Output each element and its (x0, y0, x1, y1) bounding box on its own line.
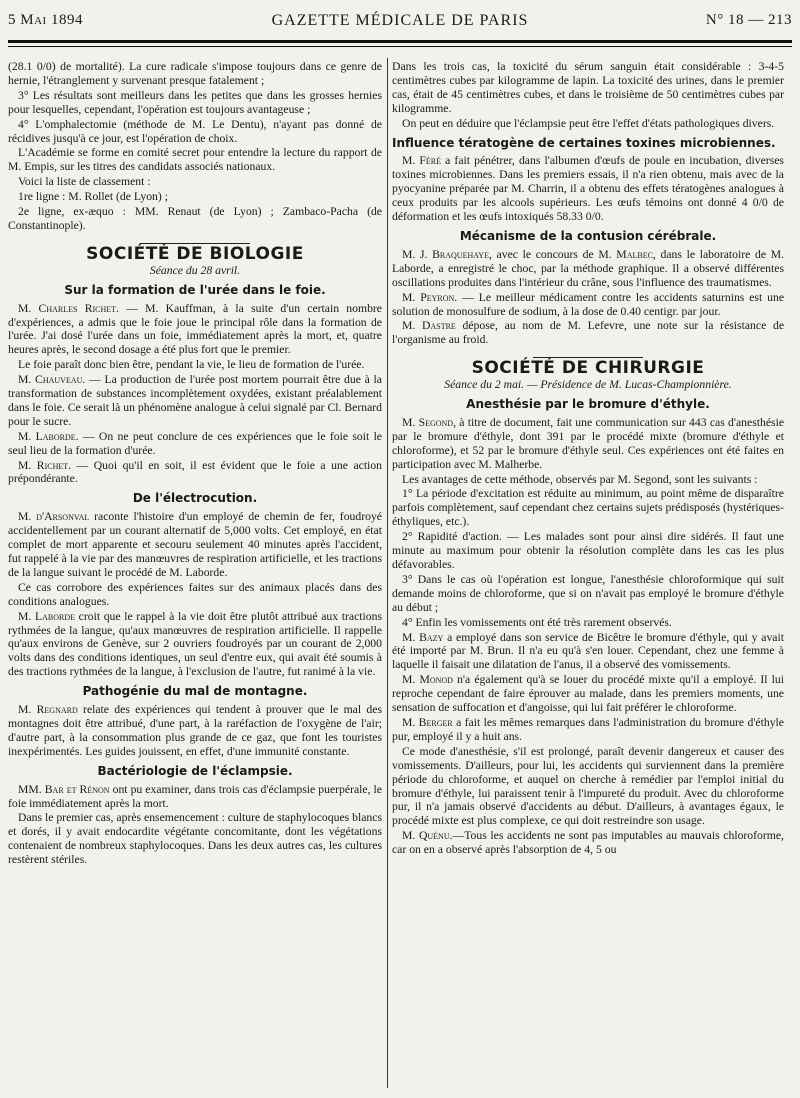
paragraph-text: n'a également qu'à se louer du procédé mixte qu'il a employé. Il lui reproche cependant de faire éprouver au malade, dans les premiers moments, une sensation de suffocation et d'angoisse, qui lui fait préférer le chloroforme. (392, 673, 784, 715)
paragraph: 4° Enfin les vomissements ont été très rarement observés. (402, 615, 672, 629)
speaker-name: M. Quénu. (402, 829, 453, 843)
article-title-contusion: Mécanisme de la contusion cérébrale. (459, 228, 717, 243)
speaker-name: M. Monod (402, 673, 453, 687)
paragraph (8, 783, 382, 811)
paragraph: Voici la liste de classement : (18, 175, 151, 189)
column-divider (387, 58, 388, 1088)
paragraph (8, 703, 382, 759)
paragraph: 4° L'omphalectomie (méthode de M. Le Dentu), n'ayant pas donné de récidives jusqu'à ce jour, est l'opération de choix. (8, 117, 382, 145)
right-column (392, 60, 784, 1094)
paragraph-text: — M. Kauffman, à la suite d'un certain nombre d'expériences, a admis que le foie joue le principal rôle dans la formation de l'urée. J'ai dosé l'urée dans un foie, immédiatement après la mort, et, quatre heures après, le second dosage a été plus fort que le premier. (8, 301, 382, 357)
paragraph: 1re ligne : M. Rollet (de Lyon) ; (18, 190, 168, 204)
paragraph-text: a fait les mêmes remarques dans l'administration du bromure d'éthyle pur, employé il y a huit ans. (392, 715, 784, 743)
paragraph-text: ont pu examiner, dans trois cas d'éclampsie puerpérale, le foie immédiatement après la mort. (8, 782, 382, 810)
paragraph: 1° La période d'excitation est réduite au minimum, au point même de disparaître parfois complètement, sauf cependant chez certains sujets prédisposés (hystériques-éthyliques, etc.). (392, 487, 784, 529)
paragraph: Les avantages de cette méthode, observés par M. Segond, sont les suivants : (402, 472, 758, 486)
speaker-name: M. Malbec, (598, 247, 656, 261)
paragraph: Ce cas corrobore des expériences faites sur des animaux placés dans des conditions analogues. (8, 580, 382, 608)
paragraph-text: dans le laboratoire de M. Laborde, a enregistré le choc, par la méthode graphique. Il a observé différentes oscillations produites dans l'intérieur du crâne, sous l'influence des traumatismes. (392, 247, 784, 289)
paragraph (392, 416, 784, 472)
speaker-name: M. Dastre (402, 319, 456, 333)
speaker-name: M. Segond, (402, 415, 457, 429)
seance-date: Séance du 2 mai. — Présidence de M. Lucas-Championnière. (444, 378, 732, 392)
paragraph (392, 673, 784, 715)
left-column (8, 60, 382, 1094)
article-title-eclampsie: Bactériologie de l'éclampsie. (97, 763, 293, 778)
speaker-name: M. Peyron. (402, 290, 458, 304)
article-title-teratogene: Influence tératogène de certaines toxines microbiennes. (392, 135, 776, 150)
section-title-chirurgie: SOCIÉTÉ DE CHIRURGIE (471, 358, 705, 379)
paragraph-text: —Tous les accidents ne sont pas imputables au mauvais chloroforme, car on en a observé après l'absorption de 4, 5 ou (392, 829, 784, 857)
paragraph: (28.1 0/0) de mortalité). La cure radicale s'impose toujours dans ce genre de hernie, l'étranglement y survenant presque fatalement ; (8, 60, 382, 87)
paragraph-text: dépose, au nom de M. Lefevre, une note sur la résistance de l'organisme au froid. (392, 319, 784, 347)
speaker-name: M. Charles Richet. (18, 301, 119, 315)
paragraph-text: a employé dans son service de Bicêtre le bromure d'éthyle, qui y avait été importé par M. Brun. Il n'a eu qu'à s'en louer. Cependant, chez une femme à laquelle il faisait une dilatation de l'anus, il a observé des vomissements. (392, 630, 784, 672)
paragraph-text: — Le meilleur médicament contre les accidents saturnins est une solution de monosulfure de sodium, à la dose de 0.40 centigr. par jour. (392, 290, 784, 318)
paragraph-text: relate des expériences qui tendent à prouver que le mal des montagnes doit être attribué, d'une part, à la raréfaction de l'oxygène de l'air; d'autre part, à la consommation plus grande de ce gaz, que font les touristes inexpérimentés. Les guides jouissent, en effet, d'une immunité constante. (8, 703, 382, 758)
article-title-mal-montagne: Pathogénie du mal de montagne. (82, 684, 308, 699)
paragraph-text: a fait pénétrer, dans l'albumen d'œufs de poule en incubation, diverses toxines microbiennes. Dans les premiers essais, il n'a rien obtenu, mais avec de la pyocyanine préparée par M. Charrin, il a obtenu des effets tératogènes analogues à ceux produits par les alcools supérieurs. Les œufs témoins ont donné 4 0/0 de déformation et les œufs intoxiqués 58.33 0/0. (392, 154, 784, 224)
paragraph: 3° Dans le cas où l'opération est longue, l'anesthésie chloroformique qui suit demande moins de chloroforme, que si on n'avait pas employé le bromure d'éthyle au début ; (392, 572, 784, 614)
header-rule-thin (8, 46, 792, 47)
speaker-name: MM. Bar et Rénon (18, 782, 110, 796)
section-title-biologie: SOCIÉTÉ DE BIOLOGIE (86, 243, 304, 264)
speaker-name: M. Laborde (18, 609, 75, 623)
paragraph-text: — On ne peut conclure de ces expériences que le foie soit le seul lieu de la formation d'urée. (8, 429, 382, 457)
header-rule-thick (8, 40, 792, 43)
paragraph (392, 829, 784, 857)
paragraph (8, 510, 382, 580)
speaker-name: M. Laborde. (18, 429, 79, 443)
paragraph (392, 248, 784, 290)
article-title-electrocution: De l'électrocution. (132, 491, 258, 506)
speaker-name: M. Regnard (18, 703, 78, 717)
paragraph (8, 302, 382, 358)
issue-page-number: N° 18 — 213 (705, 12, 792, 28)
paragraph: Dans les trois cas, la toxicité du sérum sanguin était considérable : 3-4-5 centimètres cubes par kilogramme de lapin. La toxicité des urines, dans le premier cas, était de 45 centimètres cubes, et dans le troisième de 50 centimètres cubes par kilogramme. (392, 60, 784, 115)
paragraph-text: à titre de document, fait une communication sur 443 cas d'anesthésie par le bromure d'éthyle, dont 391 par le procédé mixte (bromure d'éthyle et chloroforme), et 52 par le bromure d'éthyle seul. Ces expériences ont été faites en participation avec M. Malherbe. (392, 415, 784, 471)
paragraph: L'Académie se forme en comité secret pour entendre la lecture du rapport de M. Empis, sur les titres des candidats associés nationaux. (8, 146, 382, 174)
paragraph: Dans le premier cas, après ensemencement : culture de staphylocoques blancs et dorés, il y avait endocardite végétante concomitante, dont les végétations contenaient de nombreux staphylocoques. Dans les deux autres cas, les cultures restèrent stériles. (8, 811, 382, 867)
paragraph (8, 373, 382, 429)
journal-title: GAZETTE MÉDICALE DE PARIS (271, 12, 529, 29)
seance-date: Séance du 28 avril. (149, 263, 241, 277)
paragraph-text: avec le concours de (491, 247, 599, 261)
paragraph (392, 716, 784, 744)
speaker-name: M. Féré (402, 154, 442, 168)
paragraph: Le foie paraît donc bien être, pendant la vie, le lieu de formation de l'urée. (18, 358, 365, 372)
issue-date: 5 Mai 1894 (8, 12, 83, 28)
paragraph (8, 610, 382, 680)
paragraph (392, 631, 784, 673)
paragraph: 2e ligne, ex-æquo : MM. Renaut (de Lyon) ; Zambaco-Pacha (de Constantinople). (8, 205, 382, 232)
paragraph-text: raconte l'histoire d'un employé de chemin de fer, foudroyé accidentellement par un courant alternatif de 5,000 volts. Cet employé, en état complet de mort apparente et secouru seulement 40 minutes après l'accident, fut rappelé à la vie par des manœuvres de respiration artificielle, et les tractions de la langue suivant le procédé de M. Laborde. (8, 510, 382, 579)
paragraph (392, 319, 784, 347)
paragraph (8, 459, 382, 487)
speaker-name: M. Berger (402, 715, 453, 729)
paragraph-text: — La production de l'urée post mortem pourrait être due à la transformation de substances incomplètement oxydées, existant préalablement dans le foie. Ce serait là un phénomène analogue à celui signalé par Cl. Bernard pour le sucre. (8, 373, 382, 428)
paragraph-text: croit que le rappel à la vie doit être plutôt attribué aux tractions rythmées de la langue, qu'aux manœuvres de respiration artificielle. Il rappelle qu'aux environs de Genève, sur 2 ouvriers foudroyés par un courant de 2,000 volts dans des conditions identiques, un seul d'entre eux, qui avait été soumis à des tractions rythmées de la langue, à l'exclusion de l'autre, fut ranimé à la vie. (8, 609, 382, 679)
paragraph: 3° Les résultats sont meilleurs dans les petites que dans les grosses hernies pour lesquelles, cependant, l'opération est toujours avantageuse ; (8, 88, 382, 116)
paragraph (392, 291, 784, 319)
paragraph (392, 154, 784, 224)
paragraph: Ce mode d'anesthésie, s'il est prolongé, paraît devenir dangereux et causer des vomissements. D'ailleurs, pour lui, les accidents qui surviennent dans la première période du chloroforme, et auquel on cherche à remédier par l'emploi initial du bromure d'éthyle, lui paraissent tenir à l'impureté du produit. Avec du chloroforme pur, il n'a jamais observé d'accidents au début. D'ailleurs, à avantages égaux, le procédé mixte est plus complexe, ce qui doit restreindre son usage. (392, 744, 784, 828)
paragraph-text: — Quoi qu'il en soit, il est évident que le foie a une action prépondérante. (8, 458, 382, 486)
paragraph (8, 430, 382, 458)
paragraph: On peut en déduire que l'éclampsie peut être l'effet d'états pathologiques divers. (402, 116, 775, 130)
speaker-name: M. Bazy (402, 630, 444, 644)
speaker-name: M. J. Braquehaye, (402, 247, 492, 261)
speaker-name: M. Richet. (18, 458, 72, 472)
article-title-anesthesie: Anesthésie par le bromure d'éthyle. (466, 397, 710, 412)
running-head (8, 12, 792, 36)
speaker-name: M. Chauveau. (18, 373, 86, 387)
article-title-uree: Sur la formation de l'urée dans le foie. (64, 282, 326, 297)
paragraph: 2° Rapidité d'action. — Les malades sont pour ainsi dire sidérés. Il faut une minute au maximum pour obtenir la résolution complète dans les cas les plus défavorables. (392, 530, 784, 571)
speaker-name: M. d'Arsonval (18, 510, 90, 524)
